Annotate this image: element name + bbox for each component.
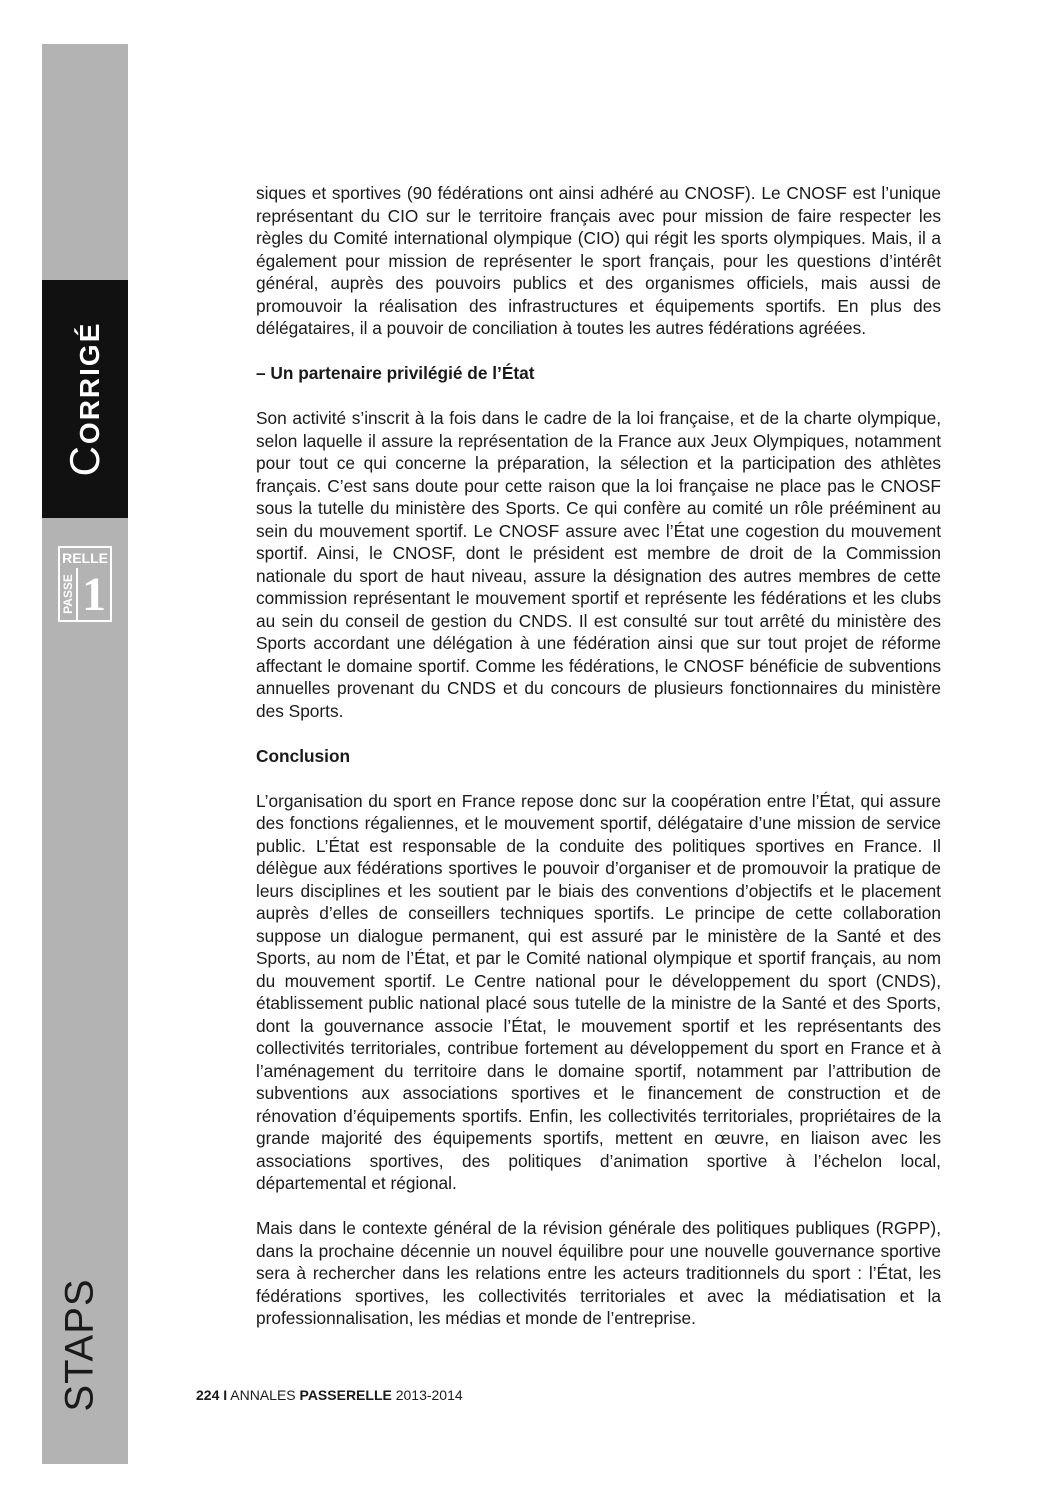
paragraph: Son activité s’inscrit à la fois dans le cadre de la loi française, et de la charte olympique, selon laquelle il assure la représentation de la France aux Jeux Olympiques, notamment pour tout ce qui concerne la préparation, la sélection et la participation des athlètes français. C’est sans doute pour cette raison que la loi française ne place pas le CNOSF sous la tutelle du ministère des Sports. Ce qui confère au comité un rôle prééminent au sein du mouvement sportif. Le CNOSF assure avec l’État une cogestion du mouvement sportif. Ainsi, le CNOSF, dont le président est membre de droit de la Commission nationale du sport de haut niveau, assure la désignation des autres membres de cette commission représentant le mouvement sportif et représente les fédérations et les clubs au sein du conseil de gestion du CNDS. Il est consulté sur tout arrêté du ministère des Sports accordant une délégation à une fédération ainsi que sur tout projet de réforme affectant le domaine sportif. Comme les fédérations, le CNOSF bénéficie de subventions annuelles provenant du CNDS et du concours de plusieurs fonctionnaires du ministère des Sports. (256, 408, 941, 721)
section-heading: – Un partenaire privilégié de l’État (256, 363, 535, 383)
paragraph: Mais dans le contexte général de la révision générale des politiques publiques (RGPP), dans la prochaine décennie un nouvel équilibre pour une nouvelle gouvernance sportive sera à rechercher dans les relations entre les acteurs traditionnels du sport : l’État, les fédérations sportives, les collectivités territoriales et avec la médiatisation et la professionnalisation, les médias et monde de l’entreprise. (256, 1218, 941, 1328)
page-footer (196, 1386, 463, 1404)
side-band (42, 44, 128, 1464)
spacer (256, 1195, 941, 1218)
page-body (256, 182, 941, 1330)
spacer (256, 722, 941, 745)
section-label: CORRIGÉ (61, 321, 108, 477)
paragraph: L’organisation du sport en France repose donc sur la coopération entre l’État, qui assure des fonctions régaliennes, et le mouvement sportif, délégataire d’une mission de service public. L’État est responsable de la conduite des politiques sportives en France. Il délègue aux fédérations sportives le pouvoir d’organiser et de promouvoir la pratique de leurs disciplines et les soutient par le biais des conventions d’objectifs et le placement auprès d’elles de conseillers techniques sportifs. Le principe de cette collaboration suppose un dialogue permanent, qui est assuré par le ministère de la Santé et des Sports, au nom de l’État, et par le Comité national olympique et sportif français, au nom du mouvement sportif. Le Centre national pour le développement du sport (CNDS), établissement public national placé sous tutelle de la ministre de la Santé et des Sports, dont la gouvernance associe l’État, le mouvement sportif et les représentants des collectivités territoriales, contribue fortement au développement du sport en France et à l’aménagement du territoire dans le domaine sportif, notamment par l’attribution de subventions aux associations sportives et le financement de construction et de rénovation d’équipements sportifs. Enfin, les collectivités territoriales, propriétaires de la grande majorité des équipements sportifs, mettent en œuvre, en liaison avec les associations sportives, des politiques d’animation sportive à l’échelon local, départemental et régional. (256, 790, 941, 1193)
logo-number: 1 (82, 568, 106, 621)
subject-label: STAPS (57, 1278, 102, 1412)
section-heading: Conclusion (256, 745, 351, 766)
spacer (256, 340, 941, 363)
section-tab (42, 280, 128, 518)
page-number: 224 (196, 1387, 220, 1403)
logo-passe-strip (60, 568, 78, 620)
logo-relle-text: RELLE (62, 550, 108, 566)
footer-years: 2013-2014 (395, 1387, 463, 1403)
passerelle-logo (58, 546, 112, 622)
logo-passe-text: PASSE (61, 574, 75, 614)
spacer (256, 767, 941, 790)
footer-separator: I (223, 1387, 228, 1403)
spacer (256, 385, 941, 408)
footer-passerelle: PASSERELLE (299, 1387, 392, 1403)
paragraph: siques et sportives (90 fédérations ont ainsi adhéré au CNOSF). Le CNOSF est l’unique représentant du CIO sur le territoire français avec pour mission de faire respecter les règles du Comité international olympique (CIO) qui régit les sports olympiques. Mais, il a également pour mission de représenter le sport français, pour les questions d’intérêt général, auprès des pouvoirs publics et des organismes officiels, mais aussi de promouvoir la réalisation des infrastructures et équipements sportifs. En plus des délégataires, il a pouvoir de conciliation à toutes les autres fédérations agréées. (256, 183, 941, 338)
footer-annales: ANNALES (230, 1387, 296, 1403)
